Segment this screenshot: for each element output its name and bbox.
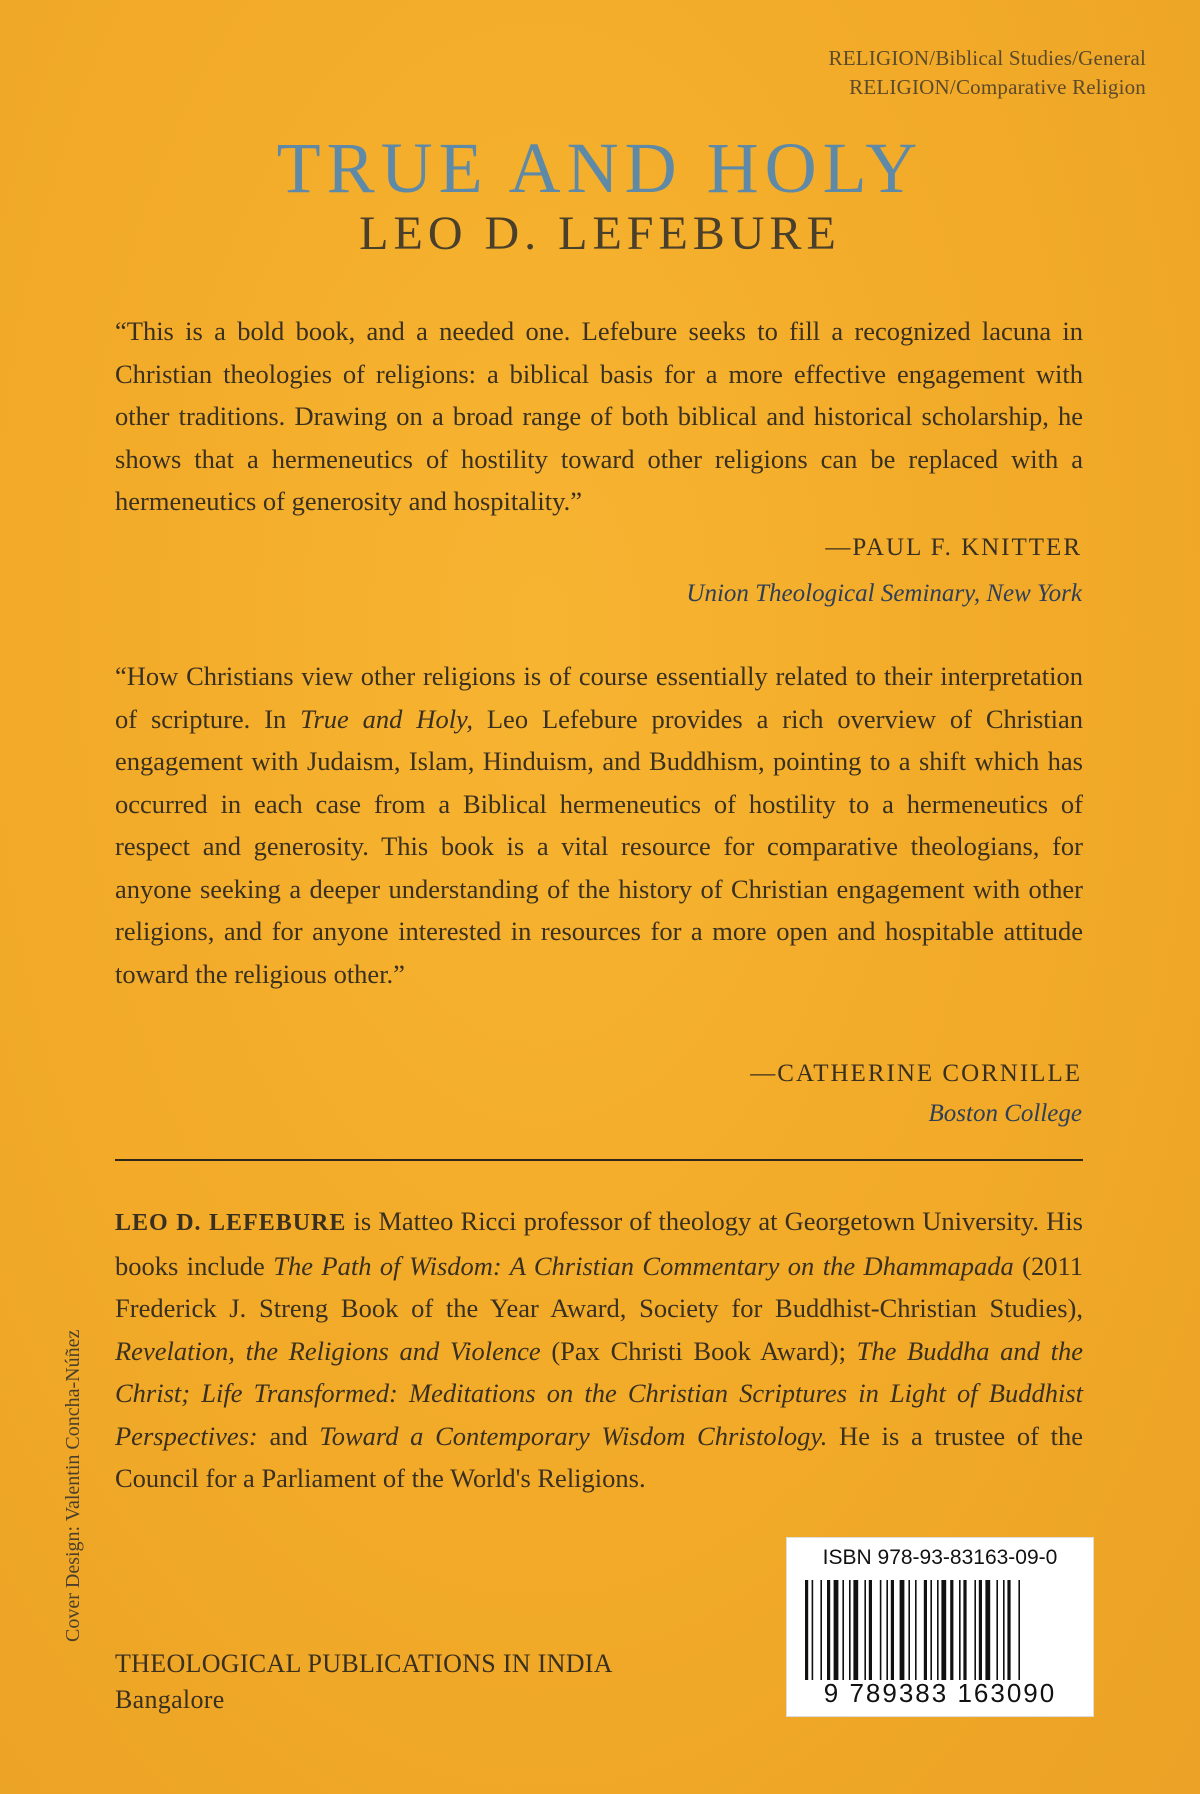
category-2: RELIGION/Comparative Religion	[849, 75, 1146, 99]
book-author: LEO D. LEFEBURE	[359, 207, 841, 260]
bio-text-2: (2011 Frederick J. Streng Book of the Year Award, Society for Buddhist-Christian Studies),	[115, 1250, 1084, 1323]
category-1: RELIGION/Biblical Studies/General	[828, 46, 1146, 70]
bio-text-3: (Pax Christi Book Award);	[540, 1335, 857, 1366]
isbn-label: ISBN 978-93-83163-09-0	[822, 1546, 1058, 1569]
blurb-2-quote	[115, 655, 1083, 995]
author-bio	[115, 1200, 1083, 1500]
category-labels	[829, 44, 1146, 102]
divider-rule	[115, 1159, 1083, 1161]
blurb-1-attribution: —PAUL F. KNITTER	[825, 534, 1082, 561]
book-title: TRUE AND HOLY	[276, 128, 924, 208]
barcode-icon	[799, 1580, 1081, 1680]
publisher-block	[115, 1646, 613, 1718]
bio-author-name: LEO D. LEFEBURE	[115, 1210, 347, 1236]
publisher-name: THEOLOGICAL PUBLICATIONS IN INDIA	[115, 1649, 613, 1678]
blurb-2-text-a: “How Christians view other religions is of course essentially related to their interpretation of scripture. In	[115, 661, 1083, 734]
bio-book-4: Toward a Contemporary Wisdom Christology.	[319, 1420, 828, 1451]
blurb-2-attribution: —CATHERINE CORNILLE	[750, 1060, 1082, 1087]
bio-text-4: and	[257, 1420, 320, 1451]
cover-design-credit: Cover Design: Valentin Concha-Núñez	[62, 1329, 84, 1642]
bio-book-1: The Path of Wisdom: A Christian Commentary on the Dhammapada	[273, 1250, 1014, 1281]
blurb-2-text-b: Leo Lefebure provides a rich overview of Christian engagement with Judaism, Islam, Hinduism, and Buddhism, pointing to a shift which has occurred in each case from a Biblical hermeneutics of hostility to a hermeneutics of respect and generosity. This book is a vital resource for comparative theologians, for anyone seeking a deeper understanding of the history of Christian engagement with other religions, and for anyone interested in resources for a more open and hospitable attitude toward the religious other.”	[115, 703, 1083, 989]
blurb-1-quote: “This is a bold book, and a needed one. Lefebure seeks to fill a recognized lacuna in Christian theologies of religions: a biblical basis for a more effective engagement with other traditions. Drawing on a broad range of both biblical and historical scholarship, he shows that a hermeneutics of hostility toward other religions can be replaced with a hermeneutics of generosity and hospitality.”	[115, 316, 1083, 516]
publisher-city: Bangalore	[115, 1685, 225, 1714]
blurb-2-affiliation: Boston College	[928, 1100, 1082, 1127]
blurb-1-affiliation: Union Theological Seminary, New York	[686, 580, 1082, 607]
bio-text-5: He is a trustee of the Council for a Parliament of the World's Religions.	[115, 1420, 1083, 1493]
bio-text-1: is Matteo Ricci professor of theology at Georgetown University. His books include	[115, 1206, 1083, 1281]
bio-book-3: The Buddha and the Christ; Life Transformed: Meditations on the Christian Scriptures in Light of Buddhist Perspectives:	[115, 1335, 1083, 1451]
bio-book-2: Revelation, the Religions and Violence	[115, 1335, 541, 1366]
barcode-digits: 9 789383 163090	[823, 1678, 1057, 1708]
isbn-barcode	[786, 1537, 1094, 1717]
blurb-2-book-title: True and Holy,	[300, 703, 473, 734]
